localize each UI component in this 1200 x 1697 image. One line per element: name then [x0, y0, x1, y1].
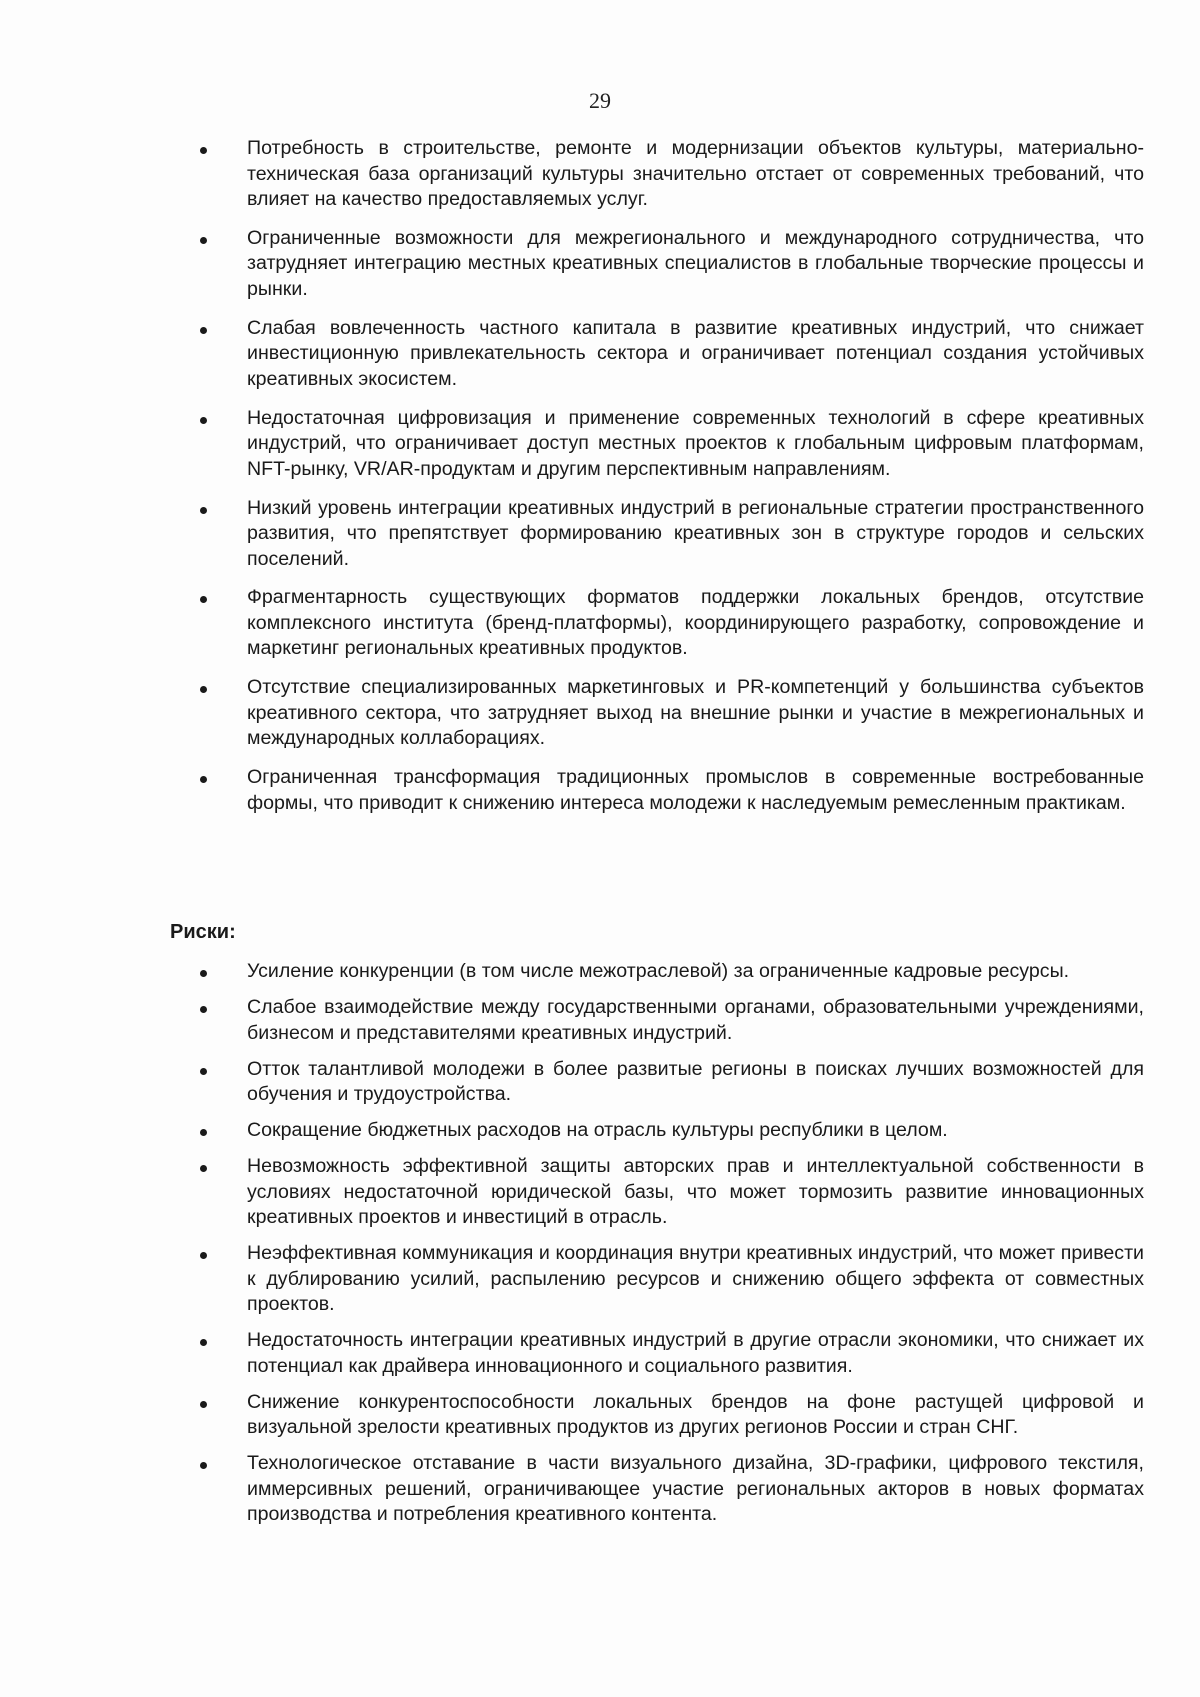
bullet-icon	[200, 1252, 207, 1259]
list-item	[200, 406, 1144, 483]
bullet-icon	[200, 1129, 207, 1136]
risks-list	[200, 959, 1144, 1538]
list-item-text: Невозможность эффективной защиты авторских прав и интеллектуальной собственности в условиях недостаточной юридической базы, что может тормозить развитие инновационных креативных проектов и инвестиций в отрасль.	[247, 1155, 1144, 1228]
list-item-text: Недостаточность интеграции креативных индустрий в другие отрасли экономики, что снижает их потенциал как драйвера инновационного и социального развития.	[247, 1329, 1144, 1377]
bullet-icon	[200, 237, 207, 244]
list-item-text: Отсутствие специализированных маркетинговых и PR-компетенций у большинства субъектов креативного сектора, что затрудняет выход на внешние рынки и участие в межрегиональных и международных коллаборациях.	[247, 676, 1144, 750]
bullet-icon	[200, 1339, 207, 1346]
bullet-icon	[200, 776, 207, 783]
page-number: 29	[589, 88, 611, 113]
weaknesses-list	[200, 136, 1144, 830]
list-item-text: Технологическое отставание в части визуального дизайна, 3D-графики, цифрового текстиля, иммерсивных решений, ограничивающее участие региональных акторов в новых форматах производства и потребления креативного контента.	[247, 1452, 1144, 1525]
bullet-icon	[200, 1006, 207, 1013]
list-item	[200, 316, 1144, 393]
bullet-icon	[200, 1165, 207, 1172]
bullet-icon	[200, 147, 207, 154]
bullet-icon	[200, 1462, 207, 1469]
list-item	[200, 1118, 1144, 1144]
list-item	[200, 995, 1144, 1046]
bullet-icon	[200, 970, 207, 977]
list-item	[200, 496, 1144, 573]
bullet-icon	[200, 417, 207, 424]
list-item-text: Низкий уровень интеграции креативных индустрий в региональные стратегии пространственного развития, что препятствует формированию креативных зон в структуре городов и сельских поселений.	[247, 496, 1144, 570]
bullet-icon	[200, 1068, 207, 1075]
list-item	[200, 765, 1144, 816]
list-item-text: Снижение конкурентоспособности локальных брендов на фоне растущей цифровой и визуальной зрелости креативных продуктов из других регионов России и стран СНГ.	[247, 1390, 1144, 1438]
list-item	[200, 226, 1144, 303]
bullet-icon	[200, 1401, 207, 1408]
risks-heading: Риски:	[170, 921, 236, 943]
list-item-text: Неэффективная коммуникация и координация внутри креативных индустрий, что может привести к дублированию усилий, распылению ресурсов и снижению общего эффекта от совместных проектов.	[247, 1242, 1144, 1315]
list-item-text: Слабая вовлеченность частного капитала в развитие креативных индустрий, что снижает инвестиционную привлекательность сектора и ограничивает потенциал создания устойчивых креативных экосистем.	[247, 316, 1144, 390]
list-item-text: Слабое взаимодействие между государственными органами, образовательными учреждениями, бизнесом и представителями креативных индустрий.	[247, 996, 1144, 1044]
list-item-text: Ограниченные возможности для межрегионального и международного сотрудничества, что затрудняет интеграцию местных креативных специалистов в глобальные творческие процессы и рынки.	[247, 226, 1144, 300]
list-item-text: Сокращение бюджетных расходов на отрасль культуры республики в целом.	[247, 1119, 948, 1141]
list-item	[200, 1241, 1144, 1318]
list-item	[200, 675, 1144, 752]
list-item-text: Потребность в строительстве, ремонте и модернизации объектов культуры, материально-техническая база организаций культуры значительно отстает от современных требований, что влияет на качество предоставляемых услуг.	[247, 137, 1144, 210]
list-item	[200, 959, 1144, 985]
bullet-icon	[200, 507, 207, 514]
bullet-icon	[200, 596, 207, 603]
list-item	[200, 585, 1144, 662]
list-item-text: Ограниченная трансформация традиционных промыслов в современные востребованные формы, что приводит к снижению интереса молодежи к наследуемым ремесленным практикам.	[247, 766, 1144, 814]
list-item	[200, 1154, 1144, 1231]
list-item	[200, 1328, 1144, 1379]
list-item	[200, 1057, 1144, 1108]
list-item	[200, 136, 1144, 213]
bullet-icon	[200, 327, 207, 334]
list-item	[200, 1451, 1144, 1528]
list-item	[200, 1390, 1144, 1441]
list-item-text: Фрагментарность существующих форматов поддержки локальных брендов, отсутствие комплексного института (бренд-платформы), координирующего разработку, сопровождение и маркетинг региональных креативных продуктов.	[247, 586, 1144, 660]
list-item-text: Усиление конкуренции (в том числе межотраслевой) за ограниченные кадровые ресурсы.	[247, 960, 1070, 982]
bullet-icon	[200, 686, 207, 693]
list-item-text: Отток талантливой молодежи в более развитые регионы в поисках лучших возможностей для обучения и трудоустройства.	[247, 1057, 1144, 1105]
list-item-text: Недостаточная цифровизация и применение современных технологий в сфере креативных индустрий, что ограничивает доступ местных проектов к глобальным цифровым платформам, NFT-рынку, VR/AR-продуктам и другим перспективным направлениям.	[247, 406, 1144, 480]
